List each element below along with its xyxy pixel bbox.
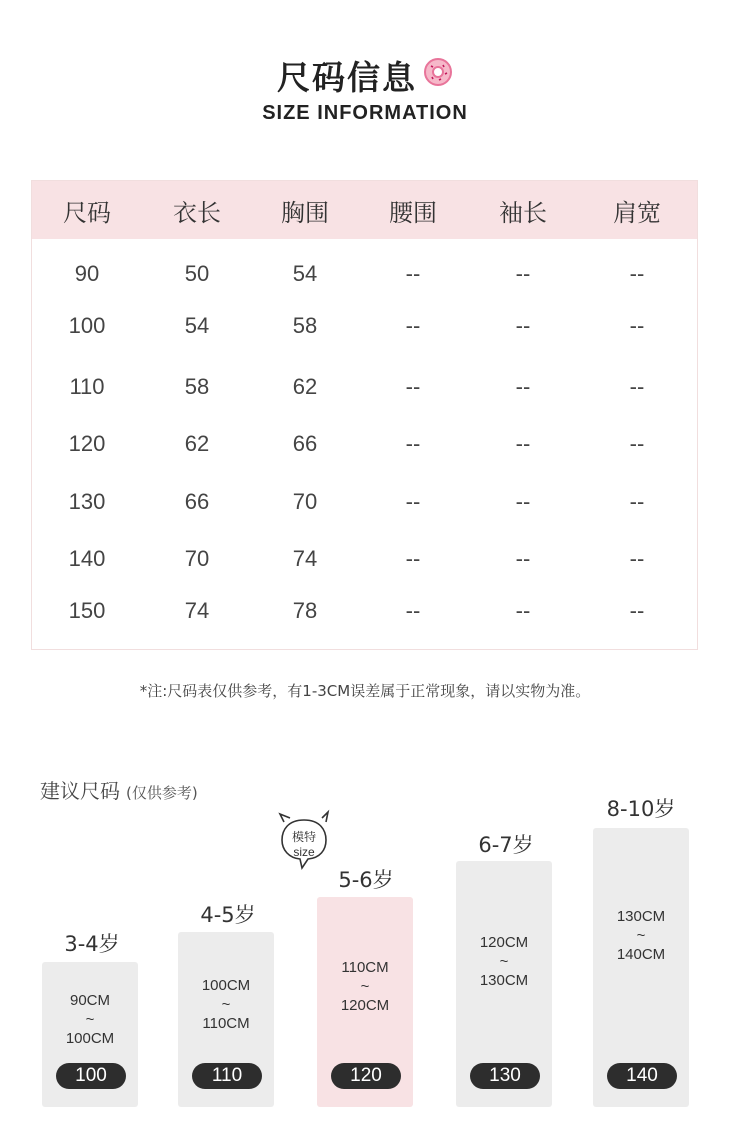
height-tilde: ~	[221, 996, 231, 1013]
size-card	[593, 828, 689, 1107]
table-cell: 90	[74, 261, 100, 286]
table-cell: --	[405, 374, 421, 399]
table-cell: 74	[292, 546, 318, 571]
table-header	[32, 181, 697, 239]
column-header: 肩宽	[613, 199, 661, 227]
height-from: 120CM	[479, 934, 529, 951]
table-cell: 110	[69, 374, 105, 399]
recommend-title-text: 建议尺码	[40, 779, 120, 803]
size-pill: 130	[470, 1063, 540, 1089]
age-label: 6-7岁	[478, 833, 534, 857]
height-to: 100CM	[65, 1030, 115, 1047]
table-cell: --	[405, 431, 421, 456]
table-cell: --	[405, 313, 421, 338]
page-title	[0, 52, 730, 99]
size-card	[456, 861, 552, 1107]
age-label: 4-5岁	[200, 903, 256, 927]
height-tilde: ~	[85, 1011, 95, 1028]
size-table	[31, 180, 698, 650]
height-to: 130CM	[479, 972, 529, 989]
table-cell: 62	[184, 431, 210, 456]
table-cell: 100	[68, 313, 106, 338]
height-to: 140CM	[616, 946, 666, 963]
size-note: *注:尺码表仅供参考，有1-3CM误差属于正常现象，请以实物为准。	[139, 682, 591, 700]
table-cell: --	[405, 598, 421, 623]
size-pill: 140	[607, 1063, 677, 1089]
table-cell: --	[515, 598, 531, 623]
recommend-subtitle: (仅供参考)	[126, 784, 198, 802]
table-cell: 66	[184, 489, 210, 514]
column-header: 胸围	[281, 199, 329, 227]
height-tilde: ~	[636, 927, 646, 944]
height-to: 110CM	[202, 1015, 250, 1032]
page-title-text: 尺码信息	[277, 58, 417, 97]
model-badge-label: 模特	[291, 830, 316, 844]
column-header: 尺码	[63, 199, 111, 227]
table-cell: 50	[184, 261, 210, 286]
table-cell: 54	[292, 261, 318, 286]
size-pill: 110	[192, 1063, 262, 1089]
table-cell: 62	[292, 374, 318, 399]
size-pill: 100	[56, 1063, 126, 1089]
table-cell: 54	[184, 313, 210, 338]
table-cell: --	[629, 261, 645, 286]
table-cell: --	[405, 489, 421, 514]
height-tilde: ~	[499, 953, 509, 970]
table-cell: --	[515, 261, 531, 286]
table-cell: --	[629, 374, 645, 399]
table-cell: --	[629, 598, 645, 623]
table-cell: --	[405, 261, 421, 286]
height-from: 90CM	[69, 992, 110, 1009]
table-cell: --	[515, 546, 531, 571]
age-label: 8-10岁	[606, 797, 676, 821]
table-cell: 130	[68, 489, 106, 514]
age-label: 5-6岁	[338, 868, 394, 892]
column-header: 袖长	[499, 199, 547, 227]
table-cell: --	[515, 431, 531, 456]
table-cell: 120	[68, 431, 106, 456]
table-cell: --	[515, 489, 531, 514]
table-cell: 70	[184, 546, 210, 571]
table-cell: --	[629, 489, 645, 514]
age-label: 3-4岁	[64, 932, 120, 956]
model-badge-label: size	[293, 845, 315, 859]
height-from: 100CM	[201, 977, 251, 994]
size-card	[178, 932, 274, 1107]
table-cell: 78	[292, 598, 318, 623]
table-cell: --	[629, 313, 645, 338]
height-from: 130CM	[616, 908, 666, 925]
size-card	[42, 962, 138, 1107]
size-card-highlight	[317, 897, 413, 1107]
table-cell: 70	[292, 489, 318, 514]
table-cell: --	[629, 546, 645, 571]
height-tilde: ~	[360, 978, 370, 995]
donut-icon	[423, 56, 453, 86]
table-cell: --	[515, 374, 531, 399]
table-cell: 150	[68, 598, 106, 623]
table-cell: --	[515, 313, 531, 338]
recommend-title	[40, 775, 198, 804]
table-cell: 58	[292, 313, 318, 338]
size-pill: 120	[331, 1063, 401, 1089]
table-cell: --	[405, 546, 421, 571]
table-cell: 140	[68, 546, 106, 571]
page-subtitle: SIZE INFORMATION	[262, 102, 468, 124]
height-to: 120CM	[340, 997, 390, 1014]
table-cell: 66	[292, 431, 318, 456]
table-cell: 74	[184, 598, 210, 623]
table-cell: 58	[184, 374, 210, 399]
height-from: 110CM	[341, 959, 389, 976]
column-header: 腰围	[389, 199, 437, 227]
column-header: 衣长	[173, 199, 221, 227]
table-cell: --	[629, 431, 645, 456]
